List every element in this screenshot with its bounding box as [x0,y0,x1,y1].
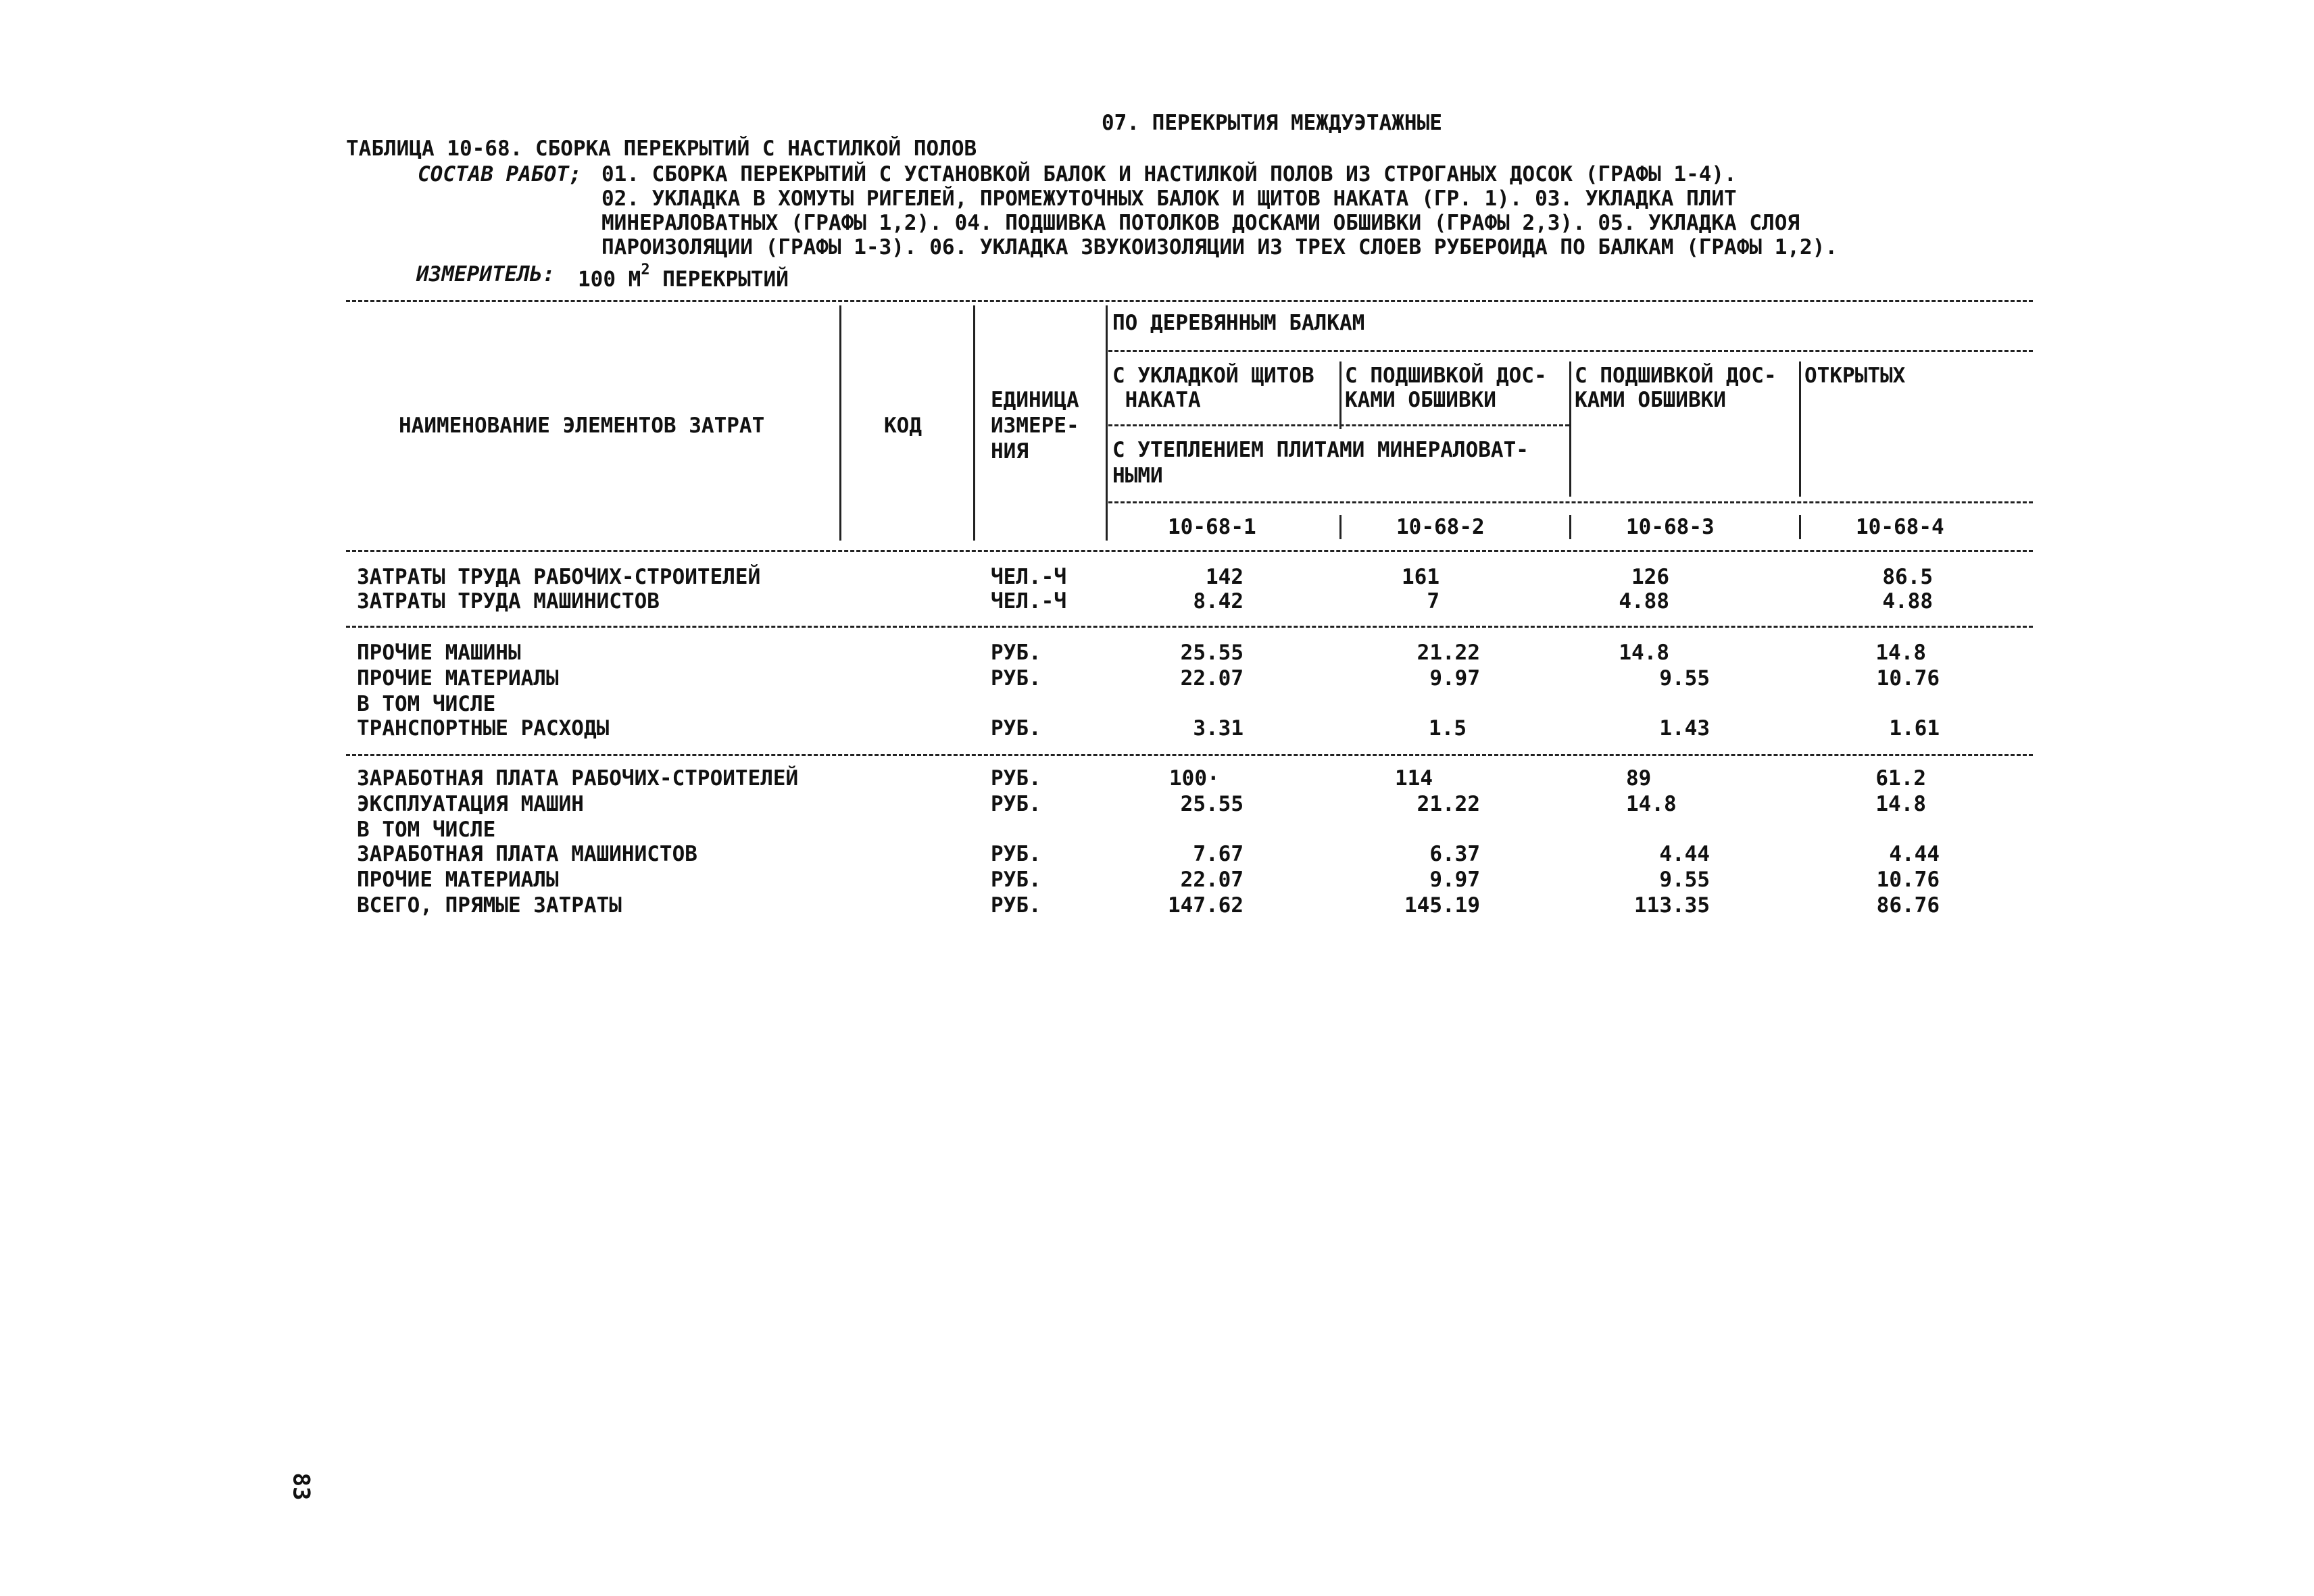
header-group: ПО ДЕРЕВЯННЫМ БАЛКАМ [1112,311,1365,335]
section-title: 07. ПЕРЕКРЫТИЯ МЕЖДУЭТАЖНЫЕ [1102,111,1442,135]
row-value-3: 4.88 [1619,589,1669,614]
row-name: В ТОМ ЧИСЛЕ [357,818,496,842]
row-value-1: 100· [1169,766,1220,791]
row-value-2: 145.19 [1404,893,1480,918]
row-value-4: 61.2 [1875,766,1926,791]
header-c3-b: КАМИ ОБШИВКИ [1575,388,1726,412]
row-unit: ЧЕЛ.-Ч [991,565,1066,589]
row-value-3: 113.35 [1634,893,1710,918]
header-unit-3: НИЯ [991,439,1029,464]
row-value-2: 1.5 [1429,716,1467,741]
row-name: ЗАТРАТЫ ТРУДА РАБОЧИХ-СТРОИТЕЛЕЙ [357,565,761,589]
meter-value: 100 $М^2$ ПЕРЕКРЫТИЙ [578,261,789,292]
table-title: ТАБЛИЦА 10-68. СБОРКА ПЕРЕКРЫТИЙ С НАСТИЛКОЙ ПОЛОВ [346,136,977,161]
row-name: ПРОЧИЕ МАТЕРИАЛЫ [357,666,559,691]
row-value-2: 9.97 [1429,666,1480,691]
row-value-2: 161 [1402,565,1439,589]
row-value-2: 114 [1395,766,1433,791]
divider-unit-group [1106,305,1108,541]
header-c3-a: С ПОДШИВКОЙ ДОС- [1575,364,1777,388]
row-value-4: 14.8 [1875,641,1926,665]
row-value-3: 9.55 [1659,666,1710,691]
row-name: ЗАРАБОТНАЯ ПЛАТА РАБОЧИХ-СТРОИТЕЛЕЙ [357,766,799,791]
row-value-1: 142 [1206,565,1244,589]
row-unit: РУБ. [991,666,1041,691]
row-unit: РУБ. [991,792,1041,816]
row-value-4: 10.76 [1876,666,1940,691]
header-code: КОД [884,414,922,438]
row-value-4: 4.44 [1889,842,1940,866]
row-name: ТРАНСПОРТНЫЕ РАСХОДЫ [357,716,610,741]
composition-line-4: ПАРОИЗОЛЯЦИИ (ГРАФЫ 1-3). 06. УКЛАДКА ЗВУКОИЗОЛЯЦИИ ИЗ ТРЕХ СЛОЕВ РУБЕРОИДА ПО БАЛКАМ (ГРАФЫ 1,2). [601,235,1838,259]
divider-code3-code4 [1799,515,1801,539]
header-c1-b: НАКАТА [1112,388,1201,412]
row-value-4: 86.76 [1876,893,1940,918]
row-value-3: 1.43 [1659,716,1710,741]
divider-c3-c4 [1799,361,1801,497]
row-unit: РУБ. [991,766,1041,791]
row-value-2: 9.97 [1429,868,1480,892]
row-value-4: 1.61 [1889,716,1940,741]
row-unit: РУБ. [991,641,1041,665]
row-value-2: 6.37 [1429,842,1480,866]
row-value-1: 8.42 [1193,589,1244,614]
header-c4-a: ОТКРЫТЫХ [1804,364,1906,388]
divider-c2-c3 [1569,361,1571,497]
row-unit: РУБ. [991,842,1041,866]
header-bottom-border [346,550,2033,552]
row-value-1: 25.55 [1180,792,1244,816]
composition-line-2: 02. УКЛАДКА В ХОМУТЫ РИГЕЛЕЙ, ПРОМЕЖУТОЧНЫХ БАЛОК И ЩИТОВ НАКАТА (ГР. 1). 03. УКЛАДКА ПЛИТ [601,186,1737,211]
row-unit: РУБ. [991,716,1041,741]
row-value-2: 21.22 [1417,792,1480,816]
header-c2-a: С ПОДШИВКОЙ ДОС- [1345,364,1547,388]
row-value-1: 7.67 [1193,842,1244,866]
meter-label: ИЗМЕРИТЕЛЬ: [416,262,556,286]
row-value-1: 25.55 [1180,641,1244,665]
row-name: ПРОЧИЕ МАТЕРИАЛЫ [357,868,559,892]
page-number: 83 [287,1472,315,1501]
row-value-4: 4.88 [1882,589,1933,614]
group-separator-1 [346,626,2033,628]
row-value-3: 89 [1626,766,1652,791]
row-value-3: 126 [1631,565,1669,589]
row-name: ЗАТРАТЫ ТРУДА МАШИНИСТОВ [357,589,660,614]
header-unit-2: ИЗМЕРЕ- [991,414,1079,438]
row-value-3: 14.8 [1619,641,1669,665]
divider-code1-code2 [1339,515,1341,539]
row-name: ЭКСПЛУАТАЦИЯ МАШИН [357,792,584,816]
header-rule-sub [1108,424,1569,426]
header-rule-codes [1108,501,2033,503]
row-name: В ТОМ ЧИСЛЕ [357,692,496,716]
row-value-1: 22.07 [1180,666,1244,691]
composition-line-3: МИНЕРАЛОВАТНЫХ (ГРАФЫ 1,2). 04. ПОДШИВКА ПОТОЛКОВ ДОСКАМИ ОБШИВКИ (ГРАФЫ 2,3). 05. УКЛАДКА СЛОЯ [601,211,1800,235]
header-sub-a: С УТЕПЛЕНИЕМ ПЛИТАМИ МИНЕРАЛОВАТ- [1112,438,1529,462]
row-name: ПРОЧИЕ МАШИНЫ [357,641,521,665]
row-value-3: 4.44 [1659,842,1710,866]
row-value-1: 3.31 [1193,716,1244,741]
row-unit: ЧЕЛ.-Ч [991,589,1066,614]
header-sub-b: НЫМИ [1112,464,1163,488]
row-name: ЗАРАБОТНАЯ ПЛАТА МАШИНИСТОВ [357,842,697,866]
row-value-3: 9.55 [1659,868,1710,892]
row-value-2: 7 [1427,589,1439,614]
table-top-border [346,300,2033,302]
group-separator-2 [346,754,2033,756]
row-unit: РУБ. [991,893,1041,918]
row-value-3: 14.8 [1626,792,1677,816]
divider-c1-c2 [1339,361,1341,429]
header-c1-a: С УКЛАДКОЙ ЩИТОВ [1112,364,1314,388]
row-value-2: 21.22 [1417,641,1480,665]
header-code-1: 10-68-1 [1168,515,1256,539]
header-rule-group [1108,350,2033,352]
composition-line-1: 01. СБОРКА ПЕРЕКРЫТИЙ С УСТАНОВКОЙ БАЛОК И НАСТИЛКОЙ ПОЛОВ ИЗ СТРОГАНЫХ ДОСОК (ГРАФЫ 1-4). [601,162,1737,186]
row-value-4: 86.5 [1882,565,1933,589]
row-value-4: 14.8 [1875,792,1926,816]
row-value-1: 147.62 [1168,893,1244,918]
header-code-2: 10-68-2 [1396,515,1485,539]
header-code-3: 10-68-3 [1626,515,1715,539]
header-code-4: 10-68-4 [1856,515,1944,539]
divider-code2-code3 [1569,515,1571,539]
row-value-1: 22.07 [1180,868,1244,892]
header-c2-b: КАМИ ОБШИВКИ [1345,388,1496,412]
composition-label: СОСТАВ РАБОТ; [418,162,582,186]
divider-name-code [839,305,841,541]
row-value-4: 10.76 [1876,868,1940,892]
row-unit: РУБ. [991,868,1041,892]
header-name: НАИМЕНОВАНИЕ ЭЛЕМЕНТОВ ЗАТРАТ [399,414,765,438]
header-unit-1: ЕДИНИЦА [991,388,1079,412]
row-name: ВСЕГО, ПРЯМЫЕ ЗАТРАТЫ [357,893,622,918]
divider-code-unit [973,305,975,541]
